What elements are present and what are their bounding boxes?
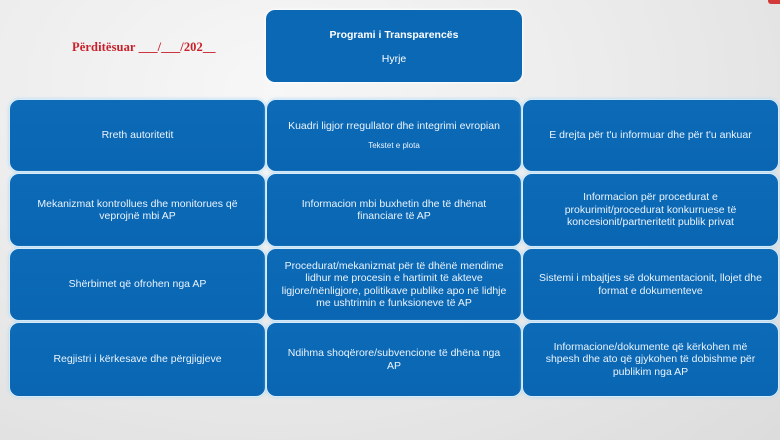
category-label: E drejta për t'u informuar dhe për t'u ankuar — [549, 129, 752, 142]
category-social-aid-subsidies[interactable] — [267, 323, 521, 396]
category-consultation-procedures[interactable] — [267, 249, 521, 320]
header-title: Programi i Transparencës — [329, 29, 459, 41]
updated-date-label: Përditësuar ___/___/202__ — [72, 40, 216, 54]
category-services-offered[interactable] — [10, 249, 265, 320]
category-label: Procedurat/mekanizmat për të dhënë mendime lidhur me procesin e hartimit të akteve ligjore/nënligjore, politikave publike apo në lidhje me ushtrimin e funksioneve të AP — [281, 259, 507, 309]
category-control-mechanisms[interactable] — [10, 174, 265, 246]
category-label: Rreth autoritetit — [101, 129, 174, 142]
category-right-to-information[interactable] — [523, 100, 778, 171]
category-label: Kuadri ligjor rregullator dhe integrimi evropian — [288, 119, 500, 132]
category-label: Informacione/dokumente që kërkohen më shpesh dhe ato që gjykohen të dobishme për publikim nga AP — [545, 340, 756, 378]
category-label: Informacion mbi buxhetin dhe të dhënat financiare të AP — [301, 197, 487, 222]
transparency-program-header-button[interactable] — [266, 10, 522, 82]
category-procurement-procedures[interactable] — [523, 174, 778, 246]
category-frequently-requested-documents[interactable] — [523, 323, 778, 396]
category-grid — [10, 100, 778, 396]
header-subtitle: Hyrje — [381, 53, 407, 65]
full-texts-link[interactable]: Tekstet e plota — [368, 141, 420, 151]
category-label: Sistemi i mbajtjes së dokumentacionit, llojet dhe format e dokumenteve — [539, 272, 762, 297]
category-requests-register[interactable] — [10, 323, 265, 396]
category-label: Shërbimet që ofrohen nga AP — [68, 278, 207, 291]
category-label: Informacion për procedurat e prokurimit/procedurat konkurruese të koncesionit/partneritetit publik privat — [564, 191, 737, 229]
category-label: Mekanizmat kontrollues dhe monitorues që veprojnë mbi AP — [37, 197, 238, 222]
category-documentation-system[interactable] — [523, 249, 778, 320]
category-legal-framework[interactable] — [267, 100, 521, 171]
category-label: Regjistri i kërkesave dhe përgjigjeve — [53, 353, 222, 366]
category-label: Ndihma shoqërore/subvencione të dhëna nga AP — [287, 347, 501, 372]
category-about-authority[interactable] — [10, 100, 265, 171]
category-budget-financial-data[interactable] — [267, 174, 521, 246]
corner-marker — [768, 0, 780, 4]
